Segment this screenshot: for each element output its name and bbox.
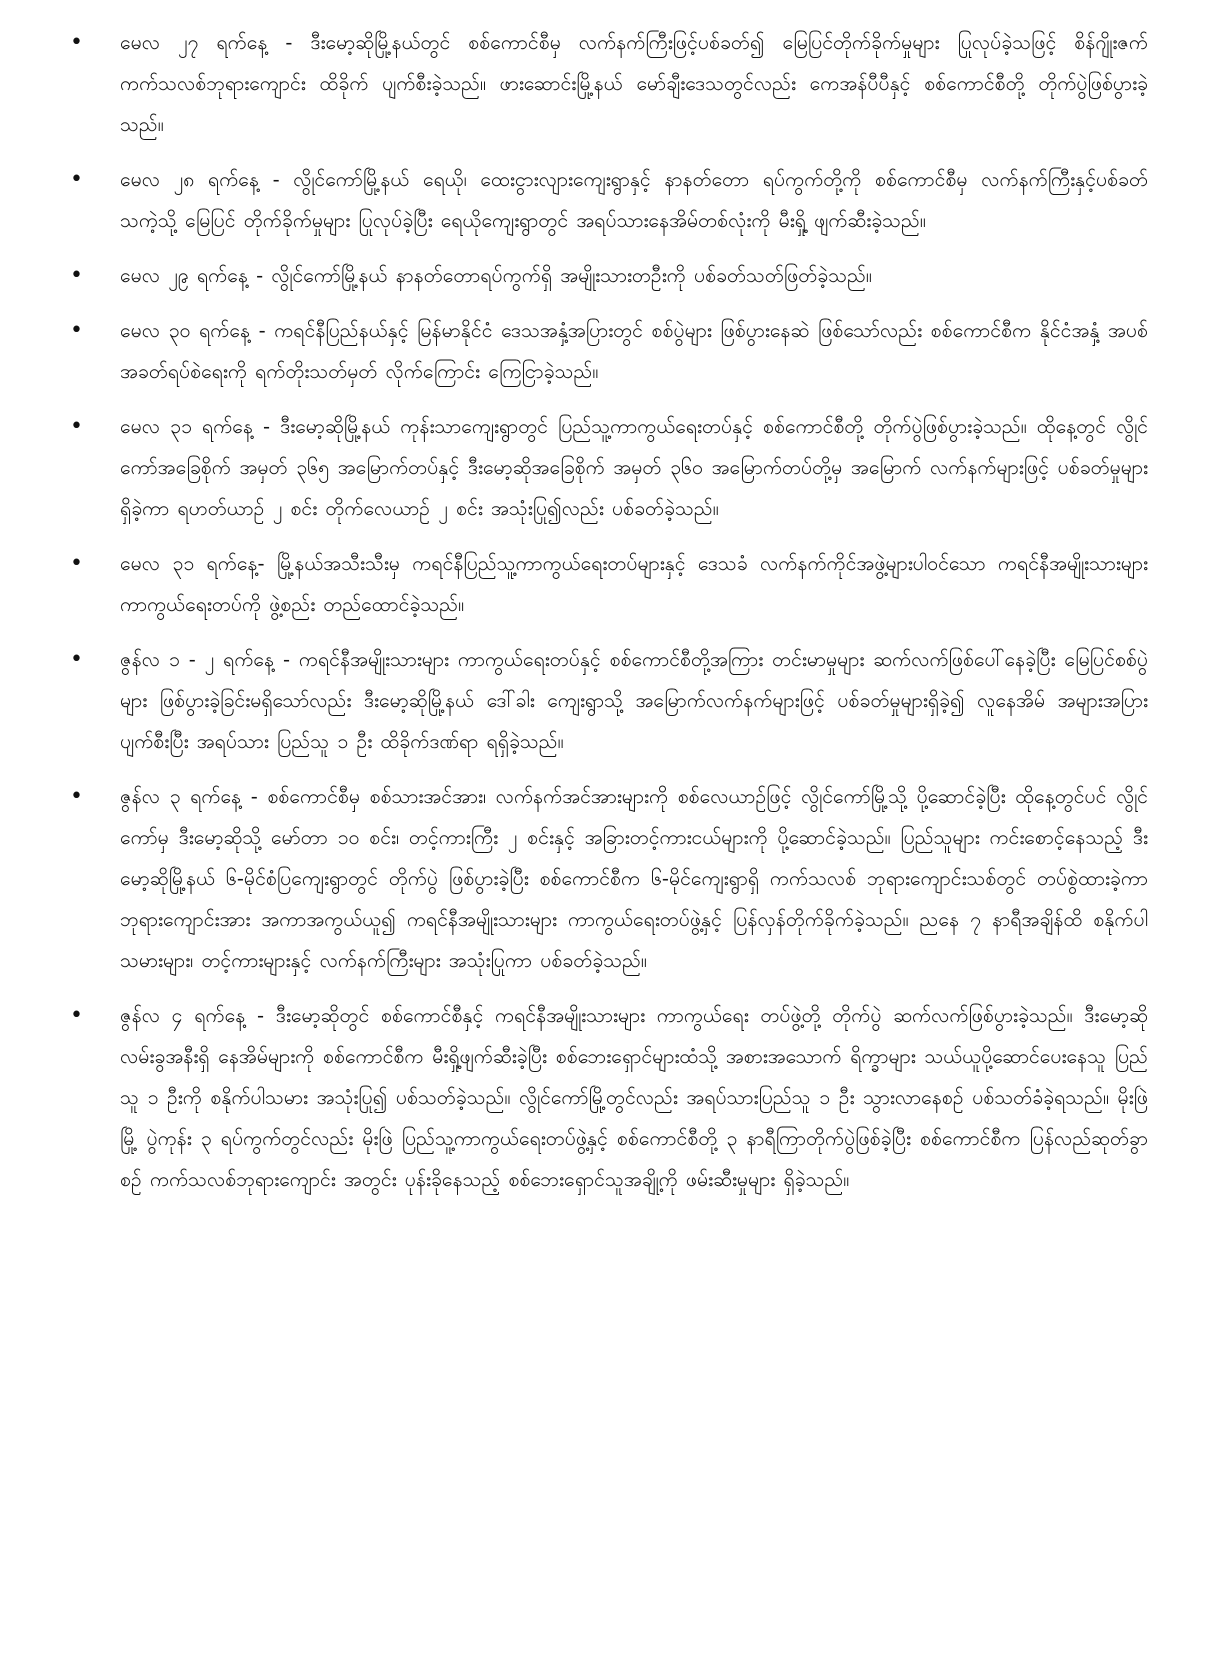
bullet-icon: • (70, 30, 83, 55)
entry-text: ဇွန်လ ၁ - ၂ ရက်နေ့ - ကရင်နီအမျိုးသားများ ကာကွယ်ရေးတပ်နှင့် စစ်ကောင်စီတို့အကြား တင်းမာမှုများ ဆက်လက်ဖြစ်ပေါ်နေခဲ့ပြီး မြေပြင်စစ်ပွဲများ ဖြစ်ပွားခဲ့ခြင်းမရှိသော်လည်း ဒီးမော့ဆိုမြို့နယ် ဒေါ်ခါး ကျေးရွာသို့ အမြောက်လက်နက်များဖြင့် ပစ်ခတ်မှုများရှိခဲ့၍ လူနေအိမ် အများအပြားပျက်စီးပြီး အရပ်သား ပြည်သူ ၁ ဦး ထိခိုက်ဒဏ်ရာ ရရှိခဲ့သည်။ (120, 648, 1148, 753)
entry-text: မေလ ၃၁ ရက်နေ့ - ဒီးမော့ဆိုမြို့နယ် ကုန်းသာကျေးရွာတွင် ပြည်သူ့ကာကွယ်ရေးတပ်နှင့် စစ်ကောင်စီတို့ တိုက်ပွဲဖြစ်ပွားခဲ့သည်။ ထိုနေ့တွင် လွိုင်ကော်အခြေစိုက် အမှတ် ၃၆၅ အမြောက်တပ်နှင့် ဒီးမော့ဆိုအခြေစိုက် အမှတ် ၃၆၀ အမြောက်တပ်တို့မှ အမြောက် လက်နက်များဖြင့် ပစ်ခတ်မှုများရှိခဲ့ကာ ရဟတ်ယာဉ် ၂ စင်း တိုက်လေယာဉ် ၂ စင်း အသုံးပြု၍လည်း ပစ်ခတ်ခဲ့သည်။ (120, 415, 1148, 520)
list-item (70, 255, 1148, 296)
bullet-icon: • (70, 1003, 83, 1028)
bullet-icon: • (70, 551, 83, 576)
entry-text: ဇွန်လ ၄ ရက်နေ့ - ဒီးမော့ဆိုတွင် စစ်ကောင်စီနှင့် ကရင်နီအမျိုးသားများ ကာကွယ်ရေး တပ်ဖွဲ့တို့ တိုက်ပွဲ ဆက်လက်ဖြစ်ပွားခဲ့သည်။ ဒီးမော့ဆိုလမ်းခွအနီးရှိ နေအိမ်များကို စစ်ကောင်စီက မီးရှို့ဖျက်ဆီးခဲ့ပြီး စစ်ဘေးရှောင်များထံသို့ အစားအသောက် ရိက္ခာများ သယ်ယူပို့ဆောင်ပေးနေသူ ပြည်သူ ၁ ဦးကို စနိုက်ပါသမား အသုံးပြု၍ ပစ်သတ်ခဲ့သည်။ လွိုင်ကော်မြို့တွင်လည်း အရပ်သားပြည်သူ ၁ ဦး သွားလာနေစဉ် ပစ်သတ်ခံခဲ့ရသည်။ မိုးဖြဲမြို့ ပွဲကုန်း ၃ ရပ်ကွက်တွင်လည်း မိုးဖြဲ ပြည်သူ့ကာကွယ်ရေးတပ်ဖွဲ့နှင့် စစ်ကောင်စီတို့ ၃ နာရီကြာတိုက်ပွဲဖြစ်ခဲ့ပြီး စစ်ကောင်စီက ပြန်လည်ဆုတ်ခွာစဉ် ကက်သလစ်ဘုရားကျောင်း အတွင်း ပုန်းခိုနေသည့် စစ်ဘေးရှောင်သူအချို့ကို ဖမ်းဆီးမှုများ ရှိခဲ့သည်။ (120, 1004, 1148, 1191)
list-item (70, 543, 1148, 625)
entry-text: မေလ ၂၉ ရက်နေ့ - လွိုင်ကော်မြို့နယ် နာနတ်တောရပ်ကွက်ရှိ အမျိုးသားတဦးကို ပစ်ခတ်သတ်ဖြတ်ခဲ့သည်။ (120, 264, 872, 287)
entry-text: မေလ ၃၁ ရက်နေ့- မြို့နယ်အသီးသီးမှ ကရင်နီပြည်သူ့ကာကွယ်ရေးတပ်များနှင့် ဒေသခံ လက်နက်ကိုင်အဖွဲ့များပါဝင်သော ကရင်နီအမျိုးသားများ ကာကွယ်ရေးတပ်ကို ဖွဲ့စည်း တည်ထောင်ခဲ့သည်။ (120, 552, 1148, 616)
list-item (70, 406, 1148, 529)
entry-text: ဇွန်လ ၃ ရက်နေ့ - စစ်ကောင်စီမှ စစ်သားအင်အား၊ လက်နက်အင်အားများကို စစ်လေယာဉ်ဖြင့် လွိုင်ကော်မြို့သို့ ပို့ဆောင်ခဲ့ပြီး ထိုနေ့တွင်ပင် လွိုင်ကော်မှ ဒီးမော့ဆိုသို့ မော်တာ ၁၀ စင်း၊ တင့်ကားကြီး ၂ စင်းနှင့် အခြားတင့်ကားငယ်များကို ပို့ဆောင်ခဲ့သည်။ ပြည်သူများ ကင်းစောင့်နေသည့် ဒီးမော့ဆိုမြို့နယ် ၆-မိုင်စံပြကျေးရွာတွင် တိုက်ပွဲ ဖြစ်ပွားခဲ့ပြီး စစ်ကောင်စီက ၆-မိုင်ကျေးရွာရှိ ကက်သလစ် ဘုရားကျောင်းသစ်တွင် တပ်စွဲထားခဲ့ကာ ဘုရားကျောင်းအား အကာအကွယ်ယူ၍ ကရင်နီအမျိုးသားများ ကာကွယ်ရေးတပ်ဖွဲ့နှင့် ပြန်လှန်တိုက်ခိုက်ခဲ့သည်။ ညနေ ၇ နာရီအချိန်ထိ စနိုက်ပါ သမားများ၊ တင့်ကားများနှင့် လက်နက်ကြီးများ အသုံးပြုကာ ပစ်ခတ်ခဲ့သည်။ (120, 785, 1148, 972)
bullet-icon: • (70, 318, 83, 343)
list-item (70, 310, 1148, 392)
bullet-icon: • (70, 647, 83, 672)
list-item (70, 995, 1148, 1200)
entry-text: မေလ ၂၈ ရက်နေ့ - လွိုင်ကော်မြို့နယ် ရေယို၊ ထေးငွားလျားကျေးရွာနှင့် နာနတ်တော ရပ်ကွက်တို့ကို စစ်ကောင်စီမှ လက်နက်ကြီးနှင့်ပစ်ခတ်သကဲ့သို့ မြေပြင် တိုက်ခိုက်မှုများ ပြုလုပ်ခဲ့ပြီး ရေယိုကျေးရွာတွင် အရပ်သားနေအိမ်တစ်လုံးကို မီးရှို့ ဖျက်ဆီးခဲ့သည်။ (120, 168, 1148, 232)
entry-text: မေလ ၃၀ ရက်နေ့ - ကရင်နီပြည်နယ်နှင့် မြန်မာနိုင်ငံ ဒေသအနှံ့အပြားတွင် စစ်ပွဲများ ဖြစ်ပွားနေဆဲ ဖြစ်သော်လည်း စစ်ကောင်စီက နိုင်ငံအနှံ့ အပစ်အခတ်ရပ်စဲရေးကို ရက်တိုးသတ်မှတ် လိုက်ကြောင်း ကြေငြာခဲ့သည်။ (120, 319, 1148, 383)
bullet-icon: • (70, 784, 83, 809)
bullet-icon: • (70, 167, 83, 192)
list-item (70, 639, 1148, 762)
list-item (70, 159, 1148, 241)
event-list (70, 22, 1148, 1200)
bullet-icon: • (70, 263, 83, 288)
entry-text: မေလ ၂၇ ရက်နေ့ - ဒီးမော့ဆိုမြို့နယ်တွင် စစ်ကောင်စီမှ လက်နက်ကြီးဖြင့်ပစ်ခတ်၍ မြေပြင်တိုက်ခိုက်မှုများ ပြုလုပ်ခဲ့သဖြင့် စိန်ဂျိုးဇက် ကက်သလစ်ဘုရားကျောင်း ထိခိုက် ပျက်စီးခဲ့သည်။ ဖားဆောင်းမြို့နယ် မော်ချီးဒေသတွင်လည်း ကေအန်ပီပီနှင့် စစ်ကောင်စီတို့ တိုက်ပွဲဖြစ်ပွားခဲ့သည်။ (120, 31, 1148, 136)
list-item (70, 776, 1148, 981)
list-item (70, 22, 1148, 145)
bullet-icon: • (70, 414, 83, 439)
